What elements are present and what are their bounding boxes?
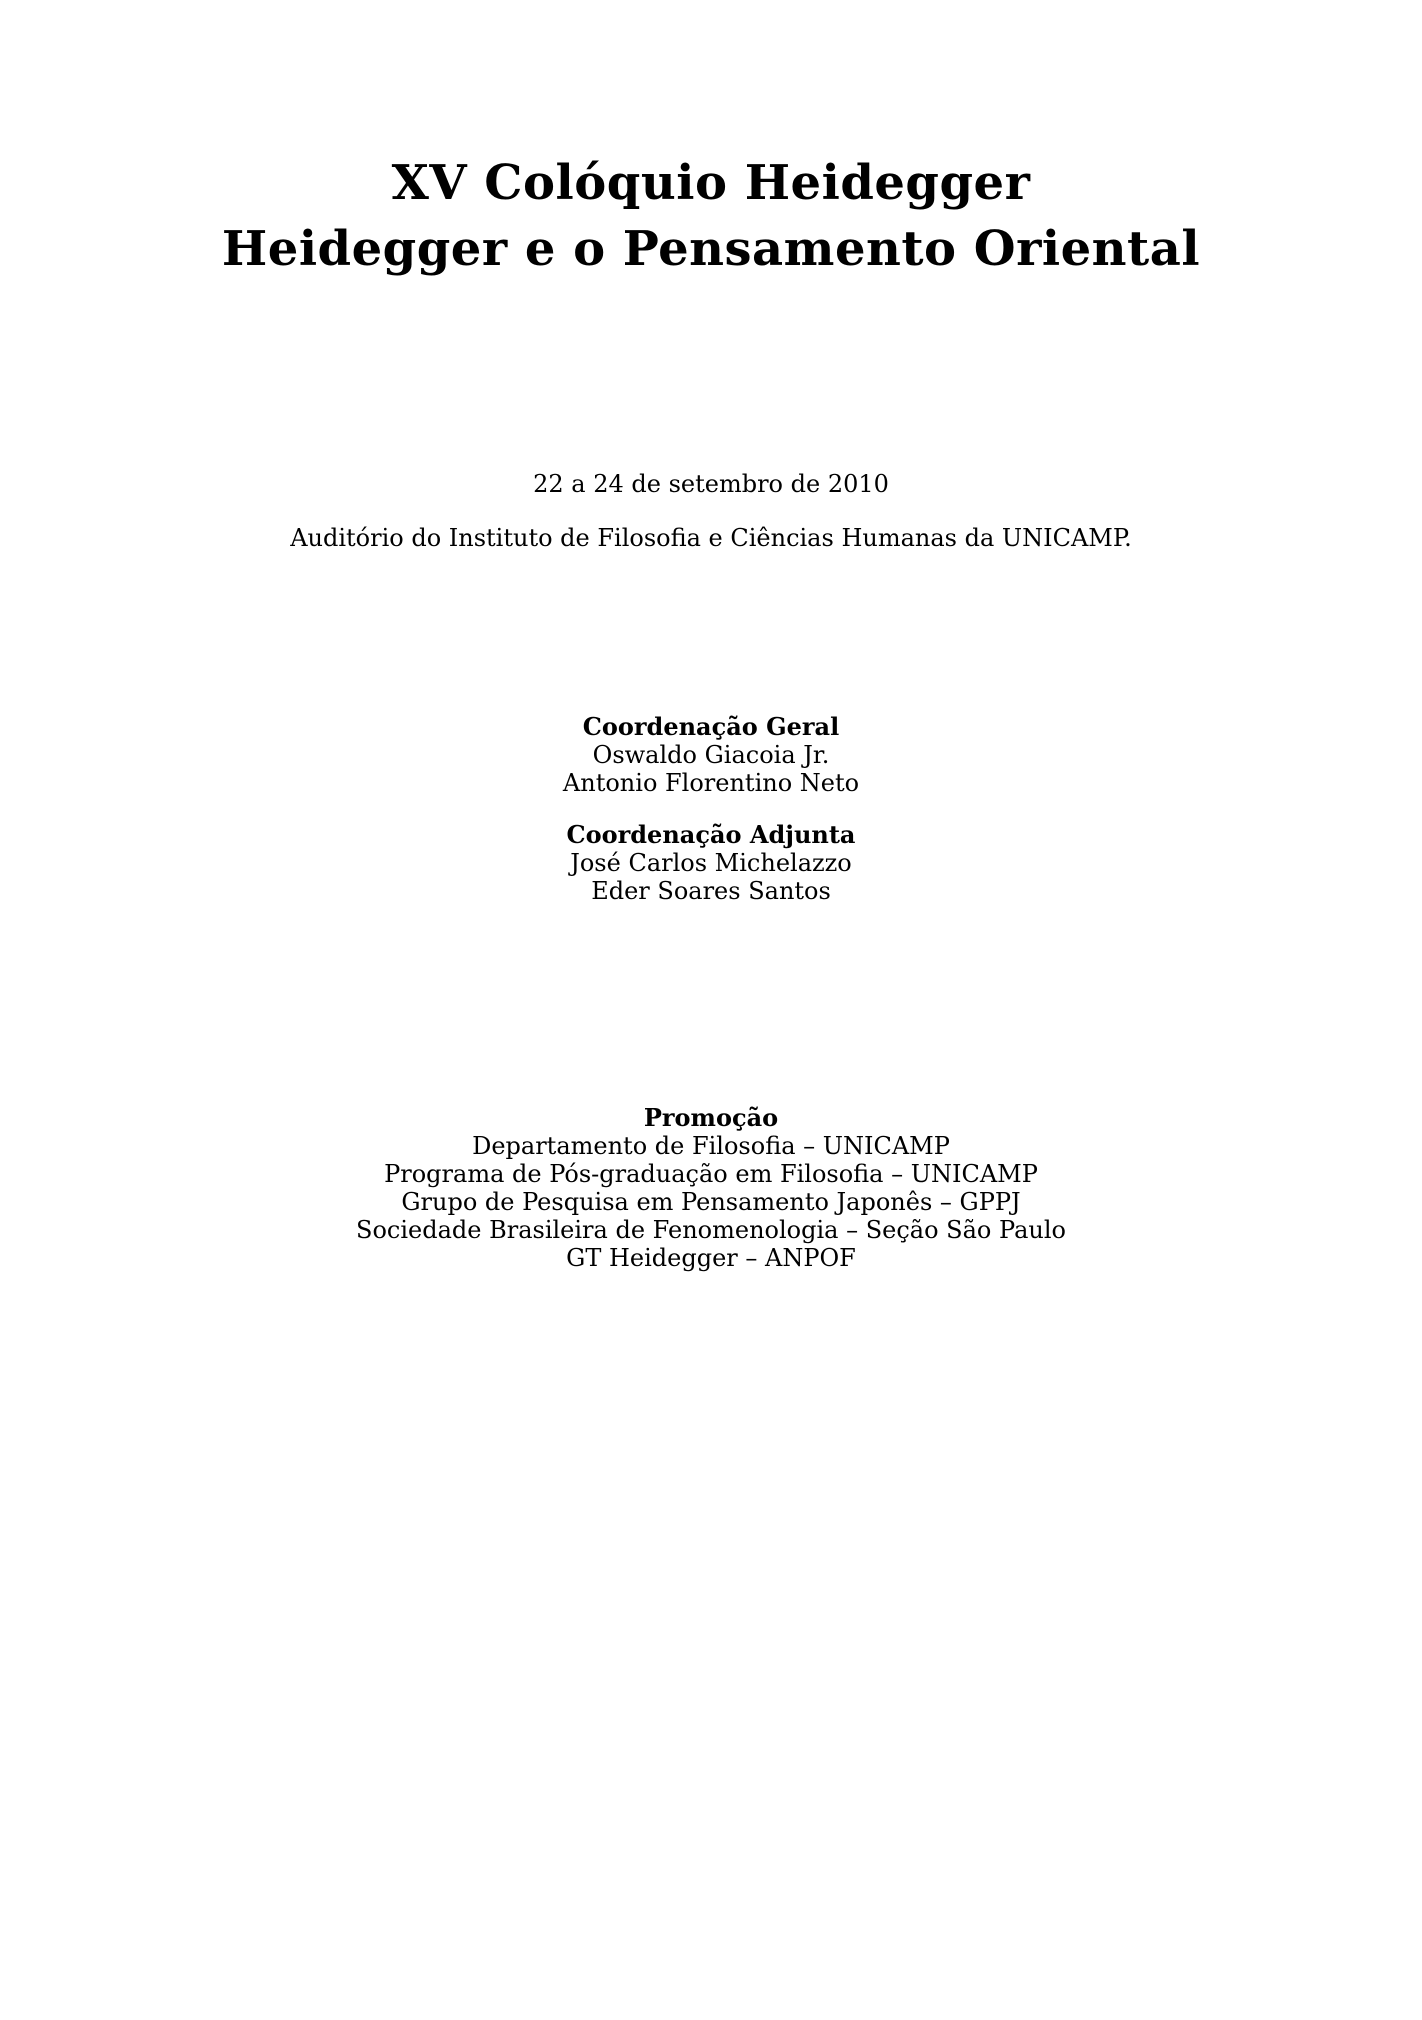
promocao-item: Sociedade Brasileira de Fenomenologia – Seção São Paulo — [356, 1216, 1066, 1244]
title-line-1: XV Colóquio Heidegger — [391, 155, 1031, 211]
promocao-item: Grupo de Pesquisa em Pensamento Japonês – GPPJ — [401, 1188, 1021, 1216]
promocao-section — [0, 1104, 1422, 1272]
coordenacao-geral-name: Oswaldo Giacoia Jr. — [592, 741, 830, 769]
event-date: 22 a 24 de setembro de 2010 — [533, 470, 889, 498]
coordenacao-adjunta-heading: Coordenação Adjunta — [566, 820, 856, 849]
coordenacao-geral-heading: Coordenação Geral — [582, 712, 840, 741]
coordenacao-adjunta-name: José Carlos Michelazzo — [570, 849, 852, 877]
document-title — [0, 150, 1422, 282]
promocao-item: Programa de Pós-graduação em Filosofia – UNICAMP — [384, 1160, 1038, 1188]
coordenacao-adjunta-section — [0, 821, 1422, 905]
promocao-item: Departamento de Filosofia – UNICAMP — [472, 1132, 950, 1160]
coordenacao-adjunta-name: Eder Soares Santos — [591, 877, 831, 905]
coordenacao-geral-section — [0, 713, 1422, 797]
promocao-item: GT Heidegger – ANPOF — [566, 1244, 856, 1272]
event-venue: Auditório do Instituto de Filosofia e Ciências Humanas da UNICAMP. — [290, 524, 1132, 552]
coordenacao-geral-name: Antonio Florentino Neto — [562, 769, 860, 797]
title-line-2: Heidegger e o Pensamento Oriental — [221, 221, 1201, 277]
promocao-heading: Promoção — [643, 1103, 779, 1132]
